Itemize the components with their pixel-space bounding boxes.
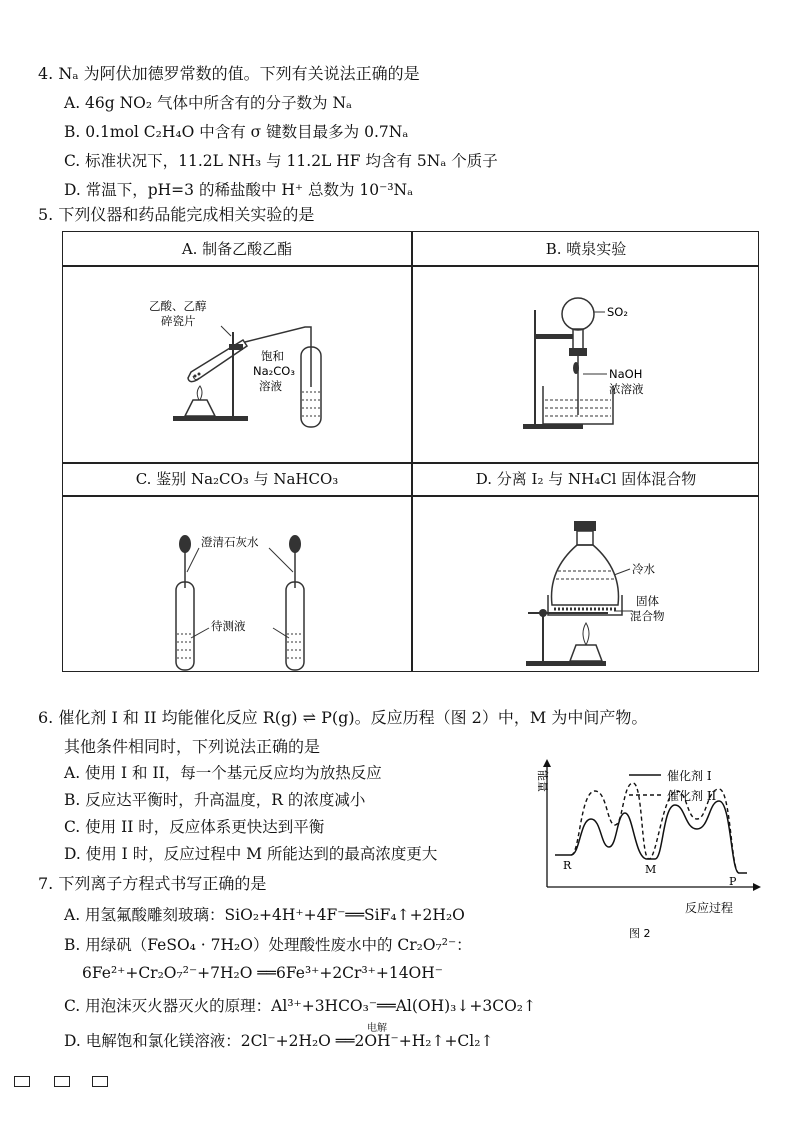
q7-option-d: D. 电解饱和氯化镁溶液：2Cl⁻+2H₂O ══2OH⁻+H₂↑+Cl₂↑ (64, 1032, 494, 1050)
label-solution: 溶液 (259, 379, 282, 393)
footer-box-1 (14, 1076, 30, 1087)
label-na2co3: Na₂CO₃ (253, 364, 295, 378)
cell-c-title: C. 鉴别 Na₂CO₃ 与 NaHCO₃ (135, 470, 339, 488)
label-so2: SO₂ (607, 305, 628, 319)
q6-stem-line2: 其他条件相同时，下列说法正确的是 (64, 737, 321, 756)
label-test-liquid: 待测液 (211, 619, 246, 633)
q6-option-c: C. 使用 II 时，反应体系更快达到平衡 (64, 818, 325, 836)
footer-box-2 (54, 1076, 70, 1087)
q7-option-b: B. 用绿矾（FeSO₄ · 7H₂O）处理酸性废水中的 Cr₂O₇²⁻： (64, 936, 472, 954)
q7-stem: 7. 下列离子方程式书写正确的是 (38, 874, 267, 893)
label-limewater: 澄清石灰水 (201, 535, 259, 549)
legend-catalyst-2: 催化剂 II (667, 789, 717, 803)
electrolysis-label: 电解 (367, 1023, 387, 1034)
q7-option-a: A. 用氢氟酸雕刻玻璃：SiO₂+4H⁺+4F⁻══SiF₄↑+2H₂O (64, 906, 465, 924)
q7-option-b-equation: 6Fe²⁺+Cr₂O₇²⁻+7H₂O ══6Fe³⁺+2Cr³⁺+14OH⁻ (82, 964, 443, 982)
q4-option-c: C. 标准状况下，11.2L NH₃ 与 11.2L HF 均含有 5Nₐ 个质子 (64, 152, 498, 170)
fountain-apparatus (513, 290, 673, 440)
q6-option-a: A. 使用 I 和 II，每一个基元反应均为放热反应 (64, 764, 382, 782)
cell-b-title: B. 喷泉实验 (545, 240, 627, 258)
q4-stem: 4. Nₐ 为阿伏加德罗常数的值。下列有关说法正确的是 (38, 64, 420, 83)
test-tubes-apparatus (163, 522, 323, 672)
q5-stem: 5. 下列仪器和药品能完成相关实验的是 (38, 205, 315, 224)
energy-profile-figure (525, 755, 765, 945)
q4-option-b: B. 0.1mol C₂H₄O 中含有 σ 键数目最多为 0.7Nₐ (64, 123, 409, 141)
y-axis-label: 能量 (536, 770, 549, 792)
cell-a-title: A. 制备乙酸乙酯 (181, 240, 293, 258)
figure-caption: 图 2 (629, 927, 651, 940)
legend-catalyst-1: 催化剂 I (667, 769, 712, 783)
footer-box-3 (92, 1076, 108, 1087)
q6-stem-line1: 6. 催化剂 I 和 II 均能催化反应 R(g) ⇌ P(g)。反应历程（图 2）中，M 为中间产物。 (38, 708, 648, 727)
label-concentrated: 浓溶液 (609, 382, 644, 396)
label-mixture: 混合物 (630, 609, 665, 623)
label-saturated: 饱和 (261, 349, 284, 363)
label-cold-water: 冷水 (632, 562, 655, 576)
q4-option-d: D. 常温下，pH=3 的稀盐酸中 H⁺ 总数为 10⁻³Nₐ (64, 181, 414, 199)
label-acid-alcohol: 乙酸、乙醇 (149, 299, 207, 313)
x-axis-label: 反应过程 (685, 901, 734, 915)
cell-d-title: D. 分离 I₂ 与 NH₄Cl 固体混合物 (475, 470, 697, 488)
q6-option-d: D. 使用 I 时，反应过程中 M 所能达到的最高浓度更大 (64, 845, 438, 863)
label-solid: 固体 (636, 594, 659, 608)
label-porcelain: 碎瓷片 (161, 314, 196, 328)
label-naoh: NaOH (609, 367, 643, 381)
point-p: P (729, 875, 737, 888)
point-r: R (563, 859, 572, 872)
point-m: M (645, 863, 657, 876)
ethyl-acetate-apparatus (133, 292, 353, 442)
q4-option-a: A. 46g NO₂ 气体中所含有的分子数为 Nₐ (64, 94, 352, 112)
q5-apparatus-grid (62, 231, 759, 672)
q6-option-b: B. 反应达平衡时，升高温度，R 的浓度减小 (64, 791, 366, 809)
q7-option-c: C. 用泡沫灭火器灭火的原理：Al³⁺+3HCO₃⁻══Al(OH)₃↓+3CO₂↑ (64, 997, 536, 1015)
sublimation-apparatus (518, 515, 698, 673)
